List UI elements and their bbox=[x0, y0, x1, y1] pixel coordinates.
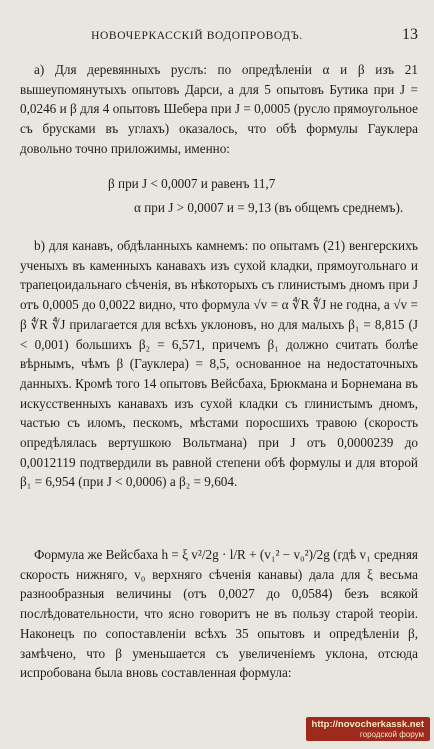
paragraph-c bbox=[20, 545, 418, 683]
formula-beta: β при J < 0,0007 и равенъ 11,7 bbox=[108, 176, 276, 191]
paragraph-a bbox=[20, 60, 418, 159]
watermark-url: http://novocherkassk.net bbox=[311, 719, 424, 730]
paragraph-c-text: Формула же Вейсбаха h = ξ v²/2g · l/R + (v₁² − v₀²)/2g (гдѣ v₁ средняя скорость нижняго, v₀ верхняго сѣченія канавы) дала для ξ весьма разнообразныя величины (отъ 0,0027 до 0,0584) безъ всякой послѣдовательности, что ясно говоритъ не въ пользу старой теоріи. Наконецъ по сопоставленіи всѣхъ 35 опытовъ и опредѣленіи β, замѣчено, что β уменьшается съ увеличеніемъ уклона, отсюда испробована была вновь составленная формула: bbox=[20, 547, 418, 681]
watermark-subtitle: городской форум bbox=[359, 730, 424, 739]
running-title: НОВОЧЕРКАССКІЙ ВОДОПРОВОДЪ. bbox=[91, 30, 303, 42]
paragraph-a-text: а) Для деревянныхъ руслъ: по опредѣленіи α и β изъ 21 вышеупомянутыхъ опытовъ Дарси, а для 5 опытовъ Бутика при J = 0,0246 и β для 4 опытовъ Шебера при J = 0,0005 (русло прямоугольное съ брусками въ углахъ) оказалось, что обѣ формулы Гауклера довольно точно приложимы, именно: bbox=[20, 62, 418, 156]
watermark-stamp bbox=[306, 717, 430, 741]
page-number: 13 bbox=[402, 26, 418, 43]
page-header bbox=[12, 28, 422, 50]
paragraph-b-text: b) для канавъ, обдѣланныхъ камнемъ: по опытамъ (21) венгерскихъ ученыхъ въ каменныхъ канавахъ изъ сухой кладки, прямоугольнаго и трапецоидальнаго сѣченія, въ нѣкоторыхъ съ глинистымъ дномъ при J отъ 0,0005 до 0,0022 видно, что формула √v = α ∜R ∜J не годна, а √v = β ∜R ∜J прилагается для всѣхъ уклоновъ, но для малыхъ β₁ = 8,815 (J < 0,001) большихъ β₂ = 6,571, причемъ β₁ должно считать болѣе вѣрнымъ, чѣмъ β (Гауклера) = 8,5, основанное на недостаточныхъ данныхъ. Кромѣ того 14 опытовъ Вейсбаха, Брюкмана и Борнемана въ искусственныхъ канавахъ изъ сухой кладки съ глинистымъ дномъ, частью съ иломъ, пескомъ, мѣстами поросшихъ травою (скорость опредѣлялась вертушкою Вольтмана) при J отъ 0,0000239 до 0,0012119 подтвердили въ равной степени обѣ формулы и для второй β₁ = 6,954 (при J < 0,0006) а β₂ = 9,604. bbox=[20, 238, 418, 490]
formula-alpha: α при J > 0,0007 и = 9,13 (въ общемъ среднемъ). bbox=[134, 200, 404, 215]
paragraph-b bbox=[20, 236, 418, 492]
